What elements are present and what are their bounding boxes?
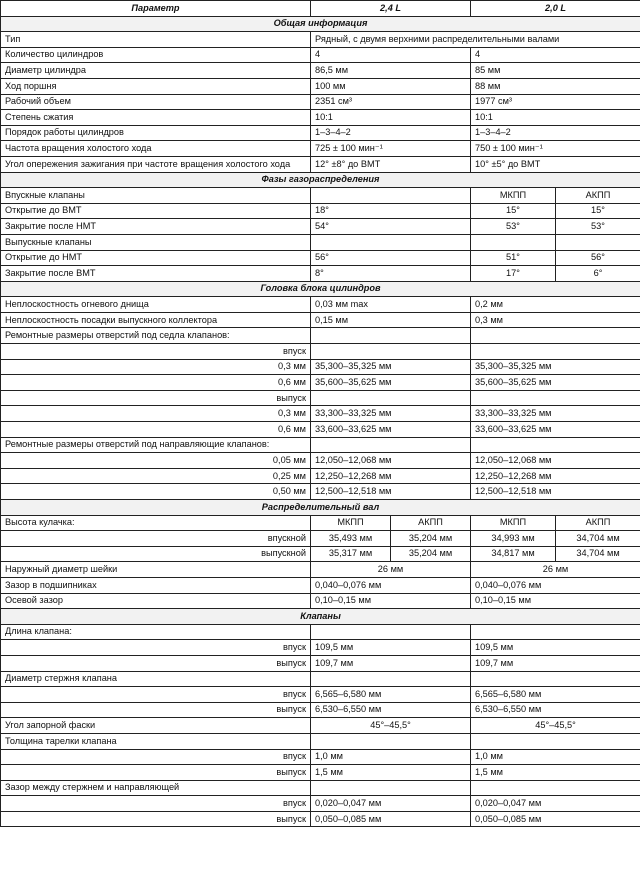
param-label: Наружный диаметр шейки xyxy=(1,562,311,578)
empty-cell xyxy=(311,437,471,453)
param-label: впуск xyxy=(1,749,311,765)
table-row xyxy=(1,312,640,328)
table-row xyxy=(1,546,640,562)
param-label: Зазор в подшипниках xyxy=(1,577,311,593)
section-valves-title: Клапаны xyxy=(1,609,640,625)
table-row xyxy=(1,562,640,578)
table-row xyxy=(1,390,640,406)
table-row xyxy=(1,141,640,157)
table-row xyxy=(1,344,640,360)
value-24l: 1,5 мм xyxy=(311,765,471,781)
group-label: Выпускные клапаны xyxy=(1,234,311,250)
empty-cell xyxy=(311,328,471,344)
table-row xyxy=(1,671,640,687)
value-20l-mkpp: 34,817 мм xyxy=(471,546,556,562)
param-label: 0,6 мм xyxy=(1,422,311,438)
value-20l: 33,600–33,625 мм xyxy=(471,422,640,438)
value-20l: 0,040–0,076 мм xyxy=(471,577,640,593)
table-row xyxy=(1,219,640,235)
value-24l: 0,040–0,076 мм xyxy=(311,577,471,593)
value-20l-akpp: 6° xyxy=(556,266,640,282)
param-label: впускной xyxy=(1,531,311,547)
value-20l: 0,10–0,15 мм xyxy=(471,593,640,609)
value-20l: 4 xyxy=(471,47,640,63)
table-row xyxy=(1,234,640,250)
section-camshaft-title: Распределительный вал xyxy=(1,500,640,516)
empty-cell xyxy=(311,344,471,360)
value-24l: 54° xyxy=(311,219,471,235)
value-24l: 86,5 мм xyxy=(311,63,471,79)
value-24l-mkpp: 35,493 мм xyxy=(311,531,391,547)
subheader-mkpp: МКПП xyxy=(471,515,556,531)
value-20l: 0,020–0,047 мм xyxy=(471,796,640,812)
table-row xyxy=(1,515,640,531)
value-24l: 12,050–12,068 мм xyxy=(311,453,471,469)
value-20l-mkpp: 53° xyxy=(471,219,556,235)
value-24l: 0,020–0,047 мм xyxy=(311,796,471,812)
table-row xyxy=(1,811,640,827)
group-label: Зазор между стержнем и направляющей xyxy=(1,780,311,796)
value-24l-mkpp: 35,317 мм xyxy=(311,546,391,562)
value-20l-akpp: 15° xyxy=(556,203,640,219)
table-row xyxy=(1,203,640,219)
table-row xyxy=(1,484,640,500)
sub-label: впуск xyxy=(1,344,311,360)
param-label: выпуск xyxy=(1,811,311,827)
param-label: Закрытие после НМТ xyxy=(1,219,311,235)
param-label: выпуск xyxy=(1,765,311,781)
value-24l: 18° xyxy=(311,203,471,219)
table-row xyxy=(1,297,640,313)
value-24l: 26 мм xyxy=(311,562,471,578)
value-20l-akpp: 56° xyxy=(556,250,640,266)
section-title-row xyxy=(1,16,640,32)
group-label: Ремонтные размеры отверстий под направляющие клапанов: xyxy=(1,437,311,453)
table-row xyxy=(1,593,640,609)
value-24l: 100 мм xyxy=(311,78,471,94)
subheader-akpp: АКПП xyxy=(391,515,471,531)
value-20l-akpp: 53° xyxy=(556,219,640,235)
value-24l: 33,300–33,325 мм xyxy=(311,406,471,422)
table-row xyxy=(1,796,640,812)
value-20l: 1,0 мм xyxy=(471,749,640,765)
subheader-akpp: АКПП xyxy=(556,515,640,531)
param-label: Тип xyxy=(1,32,311,48)
param-label: Порядок работы цилиндров xyxy=(1,125,311,141)
section-title-row xyxy=(1,609,640,625)
value-20l-mkpp: 51° xyxy=(471,250,556,266)
subheader-mkpp: МКПП xyxy=(311,515,391,531)
param-label: Закрытие после ВМТ xyxy=(1,266,311,282)
empty-cell xyxy=(311,624,471,640)
param-label: 0,05 мм xyxy=(1,453,311,469)
value-24l: 8° xyxy=(311,266,471,282)
value-20l: 33,300–33,325 мм xyxy=(471,406,640,422)
table-row xyxy=(1,749,640,765)
param-label: 0,50 мм xyxy=(1,484,311,500)
value-24l: 1–3–4–2 xyxy=(311,125,471,141)
value-24l: 1,0 мм xyxy=(311,749,471,765)
table-row xyxy=(1,328,640,344)
value-20l: 109,5 мм xyxy=(471,640,640,656)
param-label: Неплоскостность посадки выпускного коллектора xyxy=(1,312,311,328)
param-label: Открытие до НМТ xyxy=(1,250,311,266)
value-24l: 2351 см³ xyxy=(311,94,471,110)
table-row xyxy=(1,63,640,79)
value-24l: 33,600–33,625 мм xyxy=(311,422,471,438)
group-label: Толщина тарелки клапана xyxy=(1,733,311,749)
table-row xyxy=(1,125,640,141)
param-label: впуск xyxy=(1,687,311,703)
param-label: впуск xyxy=(1,640,311,656)
param-label: впуск xyxy=(1,796,311,812)
value-20l: 12,050–12,068 мм xyxy=(471,453,640,469)
header-param: Параметр xyxy=(1,1,311,17)
table-row xyxy=(1,422,640,438)
value-24l: 45°–45,5° xyxy=(311,718,471,734)
empty-cell xyxy=(471,733,640,749)
value-24l: 35,600–35,625 мм xyxy=(311,375,471,391)
section-title-row xyxy=(1,172,640,188)
param-label: Диаметр цилиндра xyxy=(1,63,311,79)
value-20l: 35,600–35,625 мм xyxy=(471,375,640,391)
value-24l: 12,250–12,268 мм xyxy=(311,468,471,484)
param-label: выпускной xyxy=(1,546,311,562)
header-24l: 2,4 L xyxy=(311,1,471,17)
section-title-row xyxy=(1,500,640,516)
empty-cell xyxy=(311,390,471,406)
param-label: 0,6 мм xyxy=(1,375,311,391)
table-row xyxy=(1,156,640,172)
table-row xyxy=(1,250,640,266)
value-20l: 35,300–35,325 мм xyxy=(471,359,640,375)
value-24l: 109,7 мм xyxy=(311,655,471,671)
table-row xyxy=(1,531,640,547)
value-24l-akpp: 35,204 мм xyxy=(391,531,471,547)
value-20l: 45°–45,5° xyxy=(471,718,640,734)
value-20l: 0,2 мм xyxy=(471,297,640,313)
param-label: выпуск xyxy=(1,702,311,718)
value-20l: 109,7 мм xyxy=(471,655,640,671)
value-20l: 12,250–12,268 мм xyxy=(471,468,640,484)
table-row xyxy=(1,640,640,656)
section-general-title: Общая информация xyxy=(1,16,640,32)
value-20l: 10:1 xyxy=(471,110,640,126)
value-20l: 26 мм xyxy=(471,562,640,578)
empty-cell xyxy=(556,234,640,250)
value-20l: 1–3–4–2 xyxy=(471,125,640,141)
value-20l: 0,3 мм xyxy=(471,312,640,328)
param-label: Неплоскостность огневого днища xyxy=(1,297,311,313)
group-label: Диаметр стержня клапана xyxy=(1,671,311,687)
table-row xyxy=(1,468,640,484)
group-label: Ремонтные размеры отверстий под седла клапанов: xyxy=(1,328,311,344)
empty-cell xyxy=(311,188,471,204)
value-24l: 0,10–0,15 мм xyxy=(311,593,471,609)
value-20l-akpp: 34,704 мм xyxy=(556,546,640,562)
param-label: выпуск xyxy=(1,655,311,671)
value-20l-mkpp: 34,993 мм xyxy=(471,531,556,547)
value-24l: 4 xyxy=(311,47,471,63)
value-20l: 88 мм xyxy=(471,78,640,94)
value-24l: 0,050–0,085 мм xyxy=(311,811,471,827)
table-row xyxy=(1,655,640,671)
value-20l-mkpp: 15° xyxy=(471,203,556,219)
value-24l: 56° xyxy=(311,250,471,266)
value-24l: 6,565–6,580 мм xyxy=(311,687,471,703)
table-row xyxy=(1,577,640,593)
empty-cell xyxy=(471,437,640,453)
value-20l: 85 мм xyxy=(471,63,640,79)
value-20l: 6,565–6,580 мм xyxy=(471,687,640,703)
table-row xyxy=(1,32,640,48)
table-row xyxy=(1,437,640,453)
group-label: Длина клапана: xyxy=(1,624,311,640)
table-row xyxy=(1,780,640,796)
sub-label: выпуск xyxy=(1,390,311,406)
table-row xyxy=(1,359,640,375)
value-24l: 35,300–35,325 мм xyxy=(311,359,471,375)
param-label: Рабочий объем xyxy=(1,94,311,110)
empty-cell xyxy=(311,733,471,749)
table-row xyxy=(1,78,640,94)
value-24l: 725 ± 100 мин⁻¹ xyxy=(311,141,471,157)
table-row xyxy=(1,624,640,640)
value-24l: 12,500–12,518 мм xyxy=(311,484,471,500)
table-row xyxy=(1,718,640,734)
table-row xyxy=(1,266,640,282)
value-24l: 0,03 мм max xyxy=(311,297,471,313)
value-20l: 750 ± 100 мин⁻¹ xyxy=(471,141,640,157)
param-label: Угол запорной фаски xyxy=(1,718,311,734)
value-20l-akpp: 34,704 мм xyxy=(556,531,640,547)
table-row xyxy=(1,47,640,63)
value-20l: 12,500–12,518 мм xyxy=(471,484,640,500)
table-row xyxy=(1,733,640,749)
value-20l-mkpp: 17° xyxy=(471,266,556,282)
value-20l: 6,530–6,550 мм xyxy=(471,702,640,718)
empty-cell xyxy=(471,344,640,360)
empty-cell xyxy=(471,234,556,250)
table-header-row xyxy=(1,1,640,17)
param-label: 0,3 мм xyxy=(1,359,311,375)
empty-cell xyxy=(311,780,471,796)
empty-cell xyxy=(471,624,640,640)
value-20l: 10° ±5° до ВМТ xyxy=(471,156,640,172)
section-timing-title: Фазы газораспределения xyxy=(1,172,640,188)
param-label: Ход поршня xyxy=(1,78,311,94)
value-24l: 10:1 xyxy=(311,110,471,126)
group-label: Впускные клапаны xyxy=(1,188,311,204)
value-20l: 1977 см³ xyxy=(471,94,640,110)
param-label: Угол опережения зажигания при частоте вращения холостого хода xyxy=(1,156,311,172)
table-row xyxy=(1,94,640,110)
value-24l: 6,530–6,550 мм xyxy=(311,702,471,718)
table-row xyxy=(1,110,640,126)
empty-cell xyxy=(471,390,640,406)
table-row xyxy=(1,453,640,469)
table-row xyxy=(1,687,640,703)
value-24l-akpp: 35,204 мм xyxy=(391,546,471,562)
param-label: Степень сжатия xyxy=(1,110,311,126)
section-title-row xyxy=(1,281,640,297)
empty-cell xyxy=(311,671,471,687)
empty-cell xyxy=(471,671,640,687)
section-head-title: Головка блока цилиндров xyxy=(1,281,640,297)
param-label: 0,3 мм xyxy=(1,406,311,422)
subheader-mkpp: МКПП xyxy=(471,188,556,204)
value-24l: 109,5 мм xyxy=(311,640,471,656)
value-type: Рядный, с двумя верхними распределительными валами xyxy=(311,32,640,48)
table-row xyxy=(1,375,640,391)
value-24l: 0,15 мм xyxy=(311,312,471,328)
value-20l: 1,5 мм xyxy=(471,765,640,781)
empty-cell xyxy=(471,328,640,344)
table-row xyxy=(1,765,640,781)
table-row xyxy=(1,188,640,204)
param-label: Количество цилиндров xyxy=(1,47,311,63)
param-label: Осевой зазор xyxy=(1,593,311,609)
param-label: Открытие до ВМТ xyxy=(1,203,311,219)
param-label: Частота вращения холостого хода xyxy=(1,141,311,157)
empty-cell xyxy=(471,780,640,796)
group-label: Высота кулачка: xyxy=(1,515,311,531)
table-row xyxy=(1,406,640,422)
subheader-akpp: АКПП xyxy=(556,188,640,204)
empty-cell xyxy=(311,234,471,250)
value-20l: 0,050–0,085 мм xyxy=(471,811,640,827)
table-row xyxy=(1,702,640,718)
param-label: 0,25 мм xyxy=(1,468,311,484)
header-20l: 2,0 L xyxy=(471,1,640,17)
value-24l: 12° ±8° до ВМТ xyxy=(311,156,471,172)
